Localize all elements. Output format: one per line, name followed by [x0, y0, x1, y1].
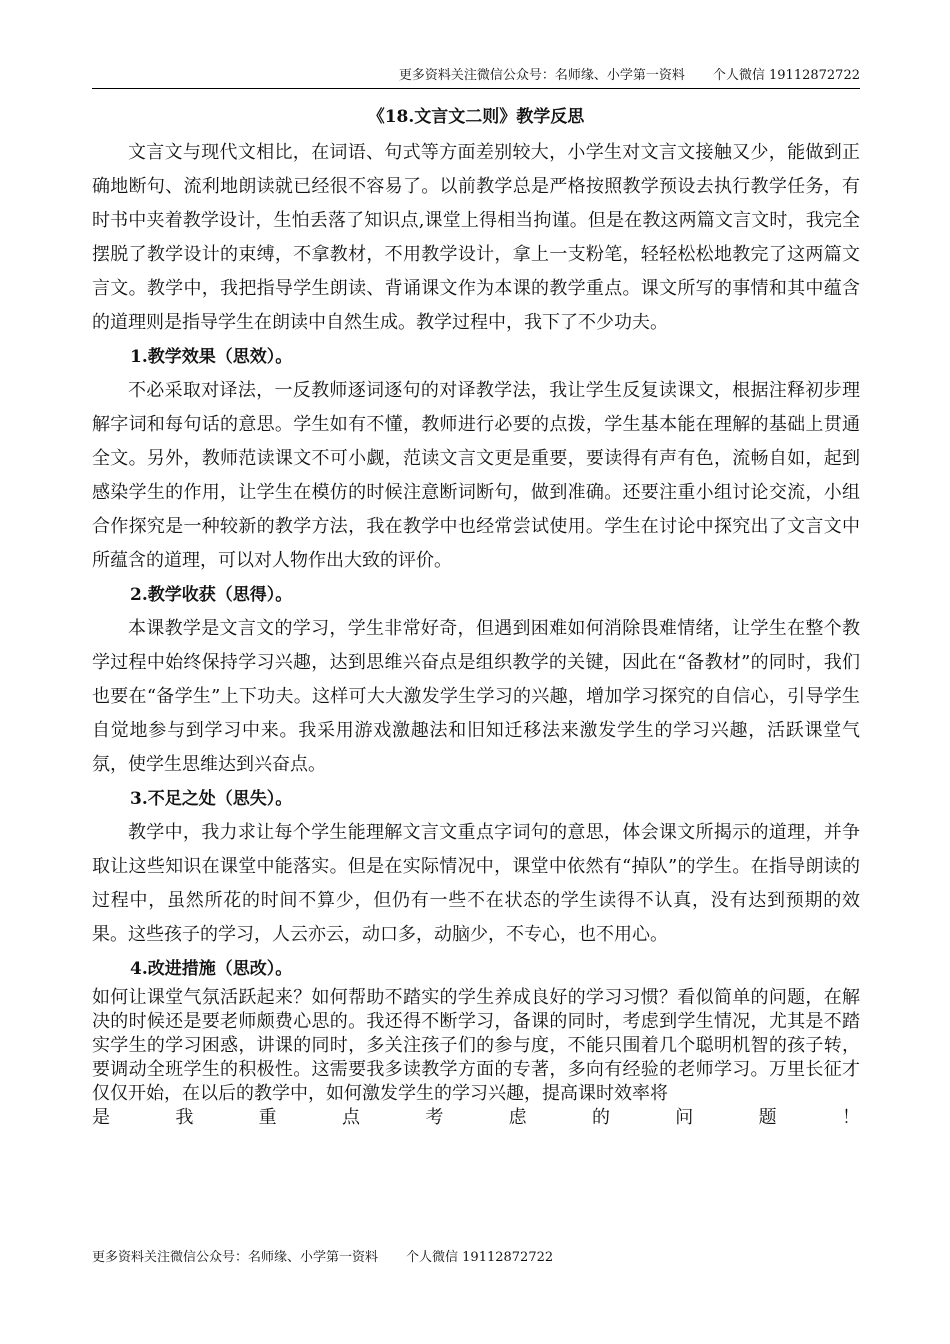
footer-promo-text: 更多资料关注微信公众号：名师缘、小学第一资料 [92, 1250, 379, 1265]
document-body [92, 136, 860, 1130]
last-line-char: 重 [258, 1107, 277, 1128]
page-header [92, 66, 860, 89]
header-promo-text: 更多资料关注微信公众号：名师缘、小学第一资料 [398, 68, 685, 83]
section-heading-improvement: 4.改进措施（思改）。 [130, 959, 293, 979]
last-line-char: 是 [92, 1107, 110, 1128]
page-footer [92, 1248, 553, 1268]
section-heading-gain: 2.教学收获（思得）。 [130, 585, 293, 605]
footer-contact-text: 个人微信 19112872722 [406, 1250, 554, 1265]
last-line-char: 点 [341, 1107, 360, 1128]
section-text-gain: 本课教学是文言文的学习，学生非常好奇，但遇到困难如何消除畏难情绪，让学生在整个教学过程中始终保持学习兴趣，达到思维兴奋点是组织教学的关键，因此在“备教材”的同时，我们也要在“备学生”上下功夫。这样可大大激发学生学习的兴趣，增加学习探究的自信心，引导学生自觉地参与到学习中来。我采用游戏激趣法和旧知迁移法来激发学生的学习兴趣，活跃课堂气氛，使学生思维达到兴奋点。 [92, 618, 860, 775]
intro-paragraph: 文言文与现代文相比，在词语、句式等方面差别较大，小学生对文言文接触又少，能做到正确地断句、流利地朗读就已经很不容易了。以前教学总是严格按照教学预设去执行教学任务，有时书中夹着教学设计，生怕丢落了知识点,课堂上得相当拘谨。但是在教这两篇文言文时，我完全摆脱了教学设计的束缚，不拿教材，不用教学设计，拿上一支粉笔，轻轻松松地教完了这两篇文言文。教学中，我把指导学生朗读、背诵课文作为本课的教学重点。课文所写的事情和其中蕴含的道理则是指导学生在朗读中自然生成。教学过程中，我下了不少功夫。 [92, 142, 860, 333]
section-heading-shortcoming: 3.不足之处（思失）。 [130, 789, 293, 809]
last-line-char: 问 [675, 1107, 694, 1128]
section-heading-effect: 1.教学效果（思效）。 [130, 347, 293, 367]
section-text-improvement: 如何让课堂气氛活跃起来？如何帮助不踏实的学生养成良好的学习习惯？看似简单的问题，在解决的时候还是要老师颇费心思的。我还得不断学习，备课的同时，考虑到学生情况，尤其是不踏实学生的学习困惑，讲课的同时，多关注孩子们的参与度，不能只围着几个聪明机智的孩子转，要调动全班学生的积极性。这需要我多读教学方面的专著，多向有经验的老师学习。万里长征才仅仅开始，在以后的教学中，如何激发学生的学习兴趣，提高课时效率将 [92, 987, 860, 1104]
last-line-char: 的 [591, 1107, 610, 1128]
last-line-char: 虑 [508, 1107, 527, 1128]
last-line-char: ！ [841, 1107, 860, 1128]
improvement-last-line [92, 1106, 860, 1130]
last-line-char: 我 [175, 1107, 194, 1128]
document-title: 《18.文言文二则》教学反思 [367, 107, 585, 127]
section-text-shortcoming: 教学中，我力求让每个学生能理解文言文重点字词句的意思，体会课文所揭示的道理，并争取让这些知识在课堂中能落实。但是在实际情况中，课堂中依然有“掉队”的学生。在指导朗读的过程中，虽然所花的时间不算少，但仍有一些不在状态的学生读得不认真，没有达到预期的效果。这些孩子的学习，人云亦云，动口多，动脑少，不专心，也不用心。 [92, 822, 860, 945]
last-line-char: 题 [758, 1107, 777, 1128]
section-text-effect: 不必采取对译法，一反教师逐词逐句的对译教学法，我让学生反复读课文，根据注释初步理解字词和每句话的意思。学生如有不懂，教师进行必要的点拨，学生基本能在理解的基础上贯通全文。另外，教师范读课文不可小觑，范读文言文更是重要，要读得有声有色，流畅自如，起到感染学生的作用，让学生在模仿的时候注意断词断句，做到准确。还要注重小组讨论交流，小组合作探究是一种较新的教学方法，我在教学中也经常尝试使用。学生在讨论中探究出了文言文中所蕴含的道理，可以对人物作出大致的评价。 [92, 380, 860, 571]
last-line-char: 考 [425, 1107, 444, 1128]
header-contact-text: 个人微信 19112872722 [712, 68, 860, 83]
